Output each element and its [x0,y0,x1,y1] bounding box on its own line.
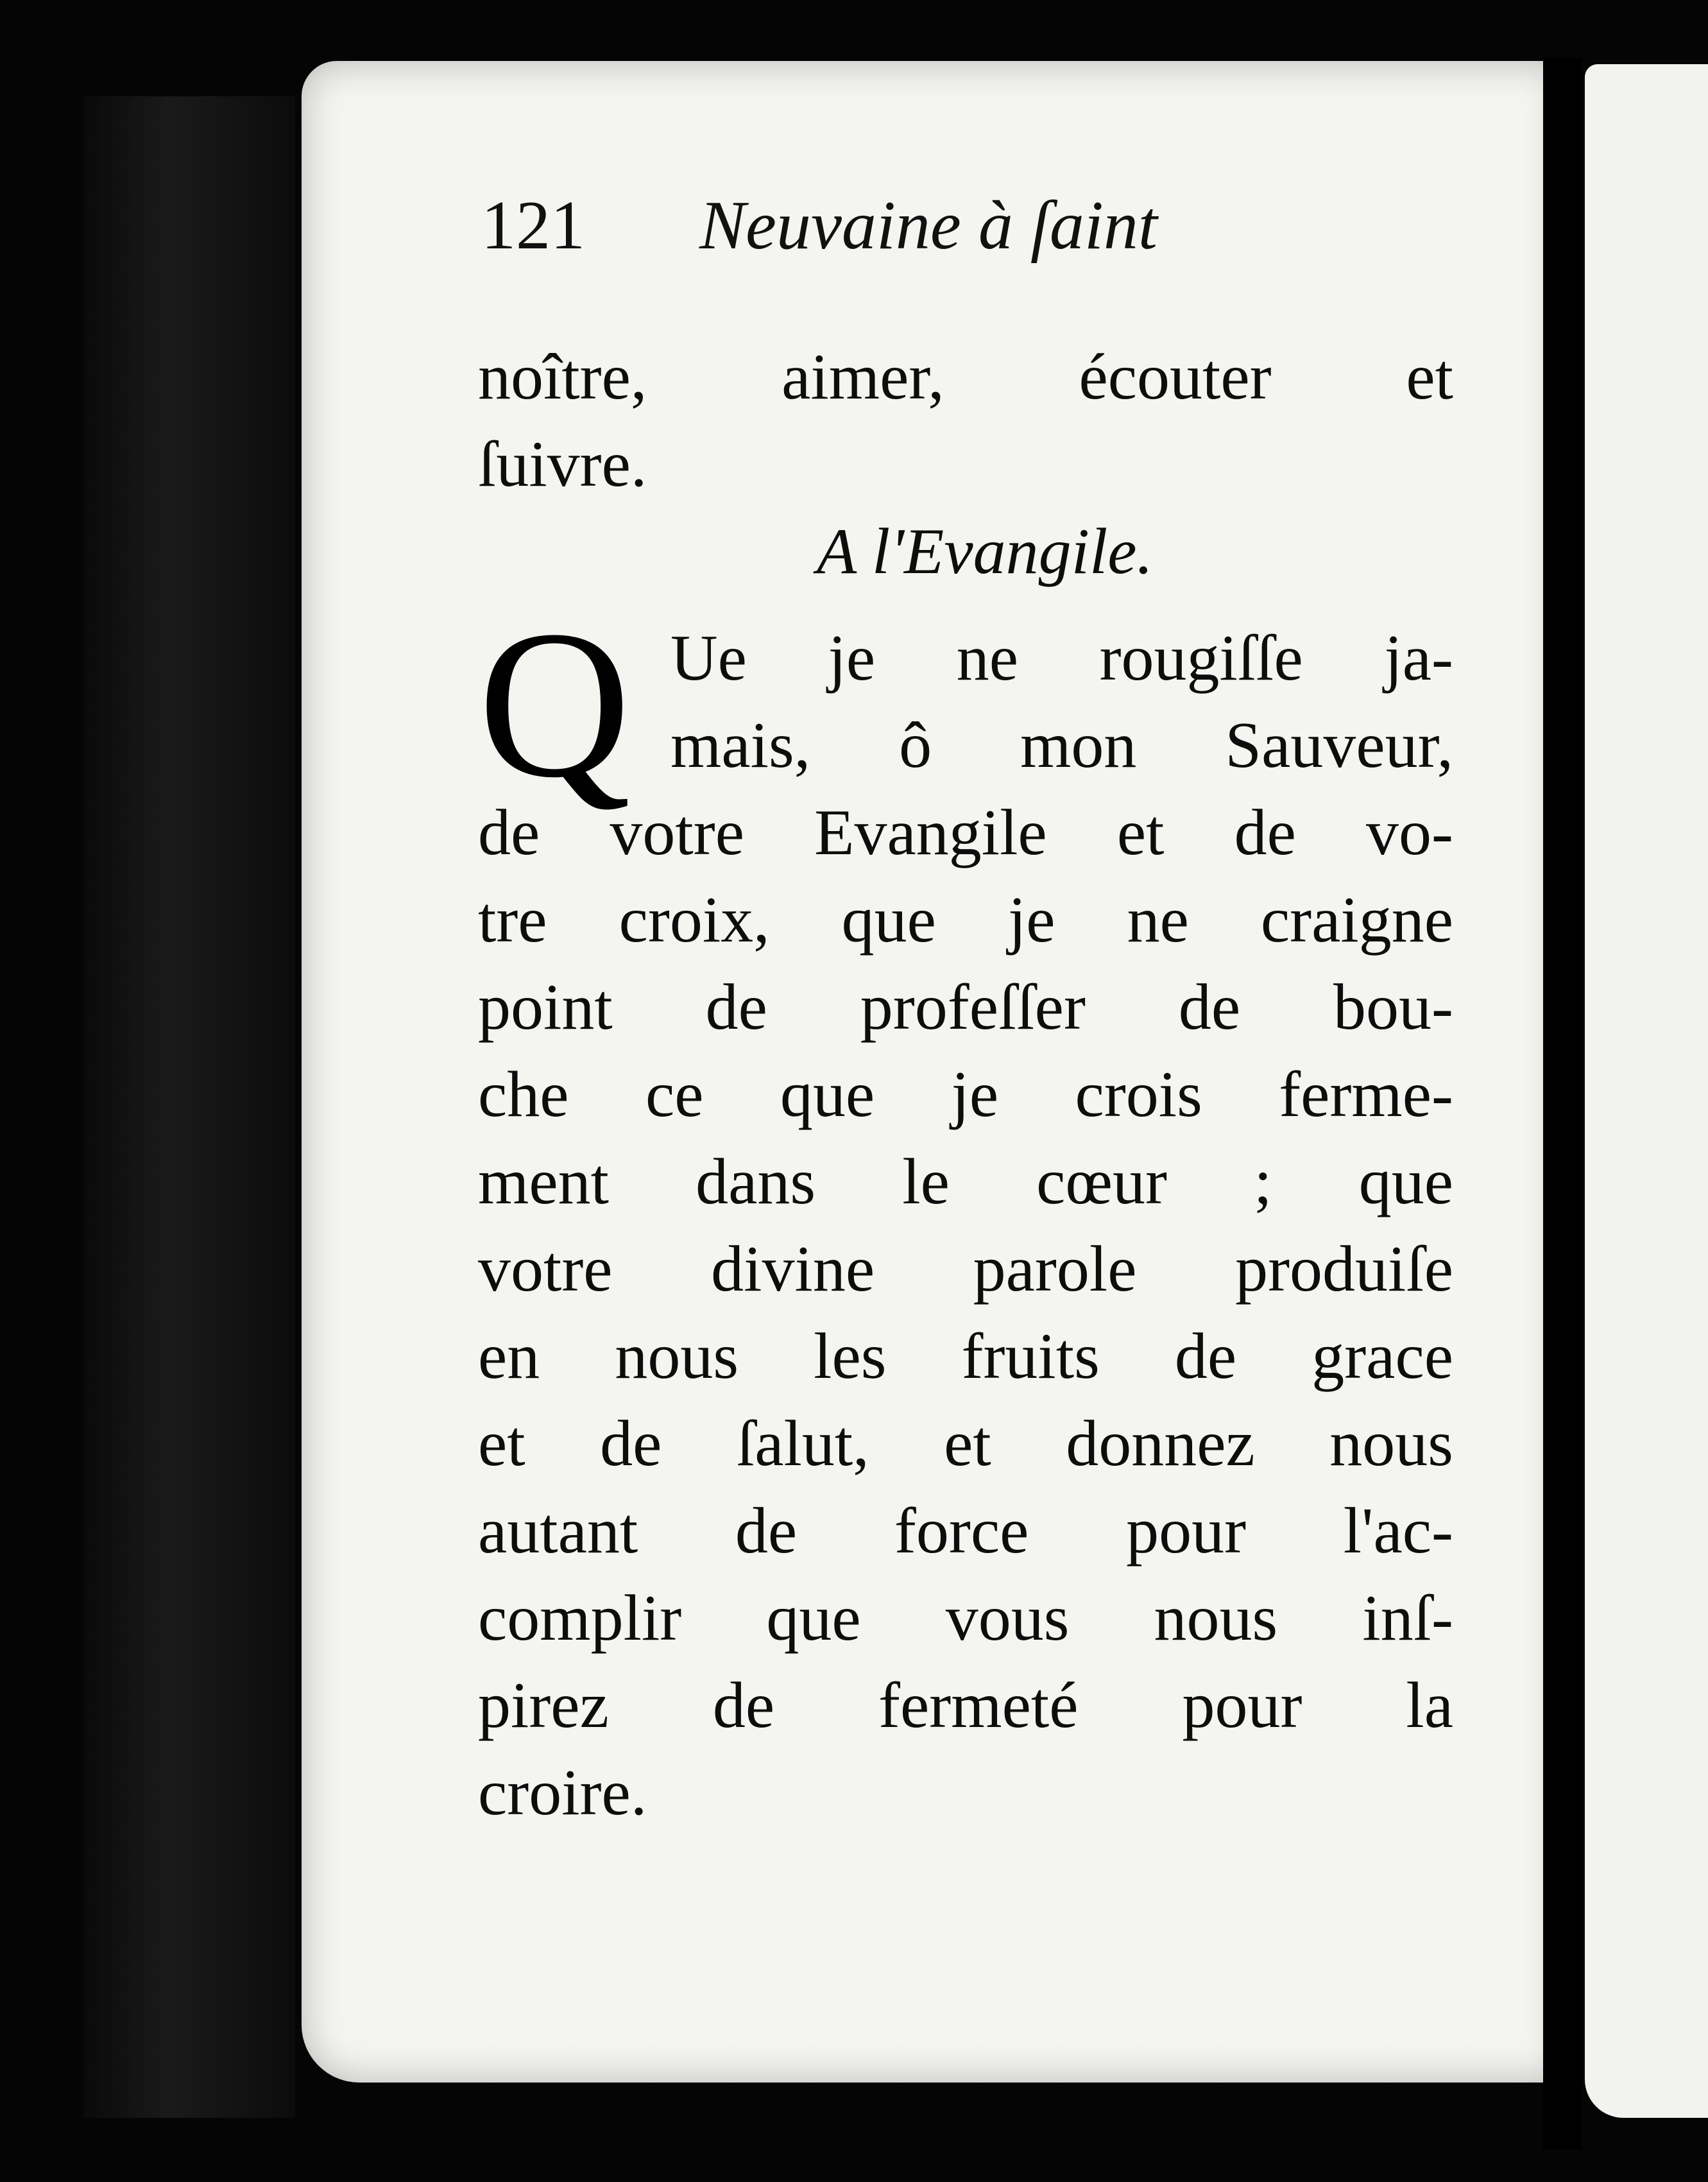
text-line: Ue je ne rougiſſe ja- [670,622,1453,694]
text-line: mais, ô mon Sauveur, [670,709,1453,782]
text-line: croire. [478,1757,647,1829]
text-line: ſuivre. [478,428,647,501]
text-line: che ce que je crois ferme- [478,1058,1453,1131]
text-line: ment dans le cœur ; que [478,1146,1453,1218]
text-line: autant de force pour l'ac- [478,1495,1453,1567]
book-gutter [1543,58,1582,2150]
running-head [481,186,1444,276]
text-line: en nous les fruits de grace [478,1320,1453,1393]
text-line: noître, aimer, écouter et [478,341,1453,413]
text-line: et de ſalut, et donnez nous [478,1407,1453,1480]
book-edge [83,96,295,2118]
text-line: complir que vous nous inſ- [478,1582,1453,1654]
page-number: 121 [481,187,585,264]
text-line: de votre Evangile et de vo- [478,796,1453,869]
text-line: pirez de fermeté pour la [478,1669,1453,1742]
text-line: tre croix, que je ne craigne [478,884,1453,956]
section-heading: A l'Evangile. [816,515,1154,588]
drop-cap-paragraph [478,587,1453,821]
text-line: votre divine parole produiſe [478,1233,1453,1305]
drop-cap: Q [478,587,631,821]
right-page-edge [1585,64,1708,2118]
page-text [478,334,1453,1837]
text-line: point de profeſſer de bou- [478,971,1453,1044]
running-title: Neuvaine à ſaint [699,187,1157,264]
